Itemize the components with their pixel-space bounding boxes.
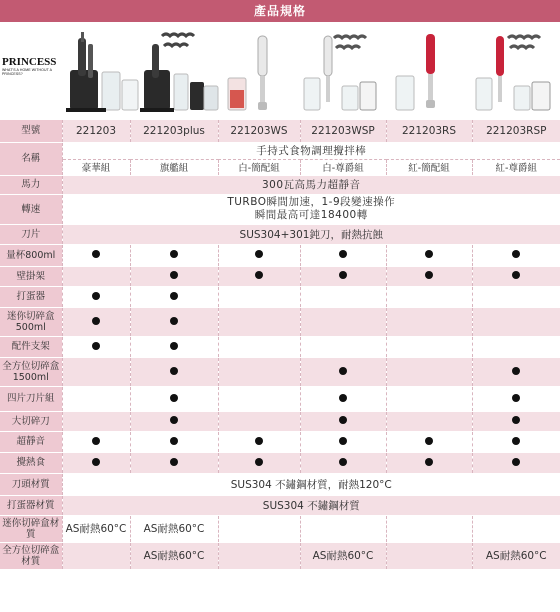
feature-included-cell xyxy=(130,431,218,452)
feature-included-cell xyxy=(472,411,560,431)
included-dot-icon xyxy=(92,458,100,466)
feature-included-cell xyxy=(300,244,386,266)
label-stand: 配件支架 xyxy=(0,336,62,357)
feature-empty-cell xyxy=(472,336,560,357)
row-wall-rack xyxy=(0,266,560,286)
included-dot-icon xyxy=(339,458,347,466)
feature-included-cell xyxy=(386,431,472,452)
material-empty-cell xyxy=(386,542,472,569)
included-dot-icon xyxy=(92,317,100,325)
feature-included-cell xyxy=(386,244,472,266)
feature-included-cell xyxy=(130,357,218,386)
feature-empty-cell xyxy=(218,357,300,386)
row-full-chopper xyxy=(0,357,560,386)
feature-included-cell xyxy=(130,244,218,266)
set-name-cell: 白-尊爵組 xyxy=(300,159,386,175)
feature-included-cell xyxy=(62,307,130,336)
material-heat-cell: AS耐熱60°C xyxy=(300,542,386,569)
row-name xyxy=(0,142,560,159)
row-blade xyxy=(0,224,560,244)
feature-included-cell xyxy=(62,452,130,473)
label-mixing: 攪熱食 xyxy=(0,452,62,473)
included-dot-icon xyxy=(170,342,178,350)
label-full-chopper: 全方位切碎盒1500ml xyxy=(0,357,62,386)
included-dot-icon xyxy=(255,458,263,466)
row-mini-chopper-material xyxy=(0,515,560,542)
brand-tagline: WHAT'S A HOME WITHOUT A PRINCESS? xyxy=(2,68,52,76)
label-whisk: 打蛋器 xyxy=(0,286,62,307)
included-dot-icon xyxy=(512,367,520,375)
row-quiet xyxy=(0,431,560,452)
label-whisk-material: 打蛋器材質 xyxy=(0,495,62,515)
label-blade: 刀片 xyxy=(0,224,62,244)
included-dot-icon xyxy=(339,416,347,424)
material-empty-cell xyxy=(386,515,472,542)
feature-empty-cell xyxy=(218,411,300,431)
feature-included-cell xyxy=(300,386,386,411)
model-cell: 221203WS xyxy=(218,120,300,142)
feature-included-cell xyxy=(62,244,130,266)
feature-included-cell xyxy=(62,336,130,357)
product-name: 手持式食物調理攪拌棒 xyxy=(62,142,560,159)
included-dot-icon xyxy=(255,250,263,258)
feature-empty-cell xyxy=(62,266,130,286)
brand-logo-mark: PRINCESS xyxy=(2,56,57,68)
feature-included-cell xyxy=(472,266,560,286)
material-empty-cell xyxy=(472,515,560,542)
feature-empty-cell xyxy=(386,286,472,307)
feature-included-cell xyxy=(386,266,472,286)
model-cell: 221203RSP xyxy=(472,120,560,142)
included-dot-icon xyxy=(170,292,178,300)
feature-empty-cell xyxy=(62,386,130,411)
feature-empty-cell xyxy=(218,336,300,357)
included-dot-icon xyxy=(425,437,433,445)
set-name-cell: 白-簡配組 xyxy=(218,159,300,175)
model-cell: 221203WSP xyxy=(300,120,386,142)
included-dot-icon xyxy=(170,437,178,445)
set-name-cell: 豪華組 xyxy=(62,159,130,175)
included-dot-icon xyxy=(425,271,433,279)
feature-empty-cell xyxy=(300,286,386,307)
feature-included-cell xyxy=(62,431,130,452)
feature-included-cell xyxy=(130,411,218,431)
label-name: 名稱 xyxy=(0,142,62,175)
feature-included-cell xyxy=(130,286,218,307)
feature-empty-cell xyxy=(300,307,386,336)
feature-included-cell xyxy=(218,431,300,452)
feature-empty-cell xyxy=(386,307,472,336)
feature-empty-cell xyxy=(218,307,300,336)
feature-included-cell xyxy=(472,357,560,386)
feature-included-cell xyxy=(130,336,218,357)
feature-included-cell xyxy=(130,266,218,286)
feature-included-cell xyxy=(472,386,560,411)
label-blade-head-material: 刀頭材質 xyxy=(0,473,62,495)
speed-line-1: TURBO瞬間加速，1-9段變速操作 xyxy=(227,196,396,208)
feature-included-cell xyxy=(300,411,386,431)
feature-included-cell xyxy=(62,286,130,307)
product-image-221203WSP xyxy=(300,30,380,115)
feature-included-cell xyxy=(300,266,386,286)
feature-included-cell xyxy=(300,452,386,473)
included-dot-icon xyxy=(512,458,520,466)
product-image-221203WS xyxy=(222,30,302,115)
included-dot-icon xyxy=(425,458,433,466)
included-dot-icon xyxy=(425,250,433,258)
included-dot-icon xyxy=(512,437,520,445)
label-wall-rack: 壁掛架 xyxy=(0,266,62,286)
power-value: 300瓦高馬力超靜音 xyxy=(62,175,560,194)
feature-empty-cell xyxy=(218,286,300,307)
feature-included-cell xyxy=(218,452,300,473)
included-dot-icon xyxy=(339,367,347,375)
row-stand xyxy=(0,336,560,357)
feature-empty-cell xyxy=(218,386,300,411)
included-dot-icon xyxy=(92,250,100,258)
row-four-blade xyxy=(0,386,560,411)
product-image-221203RS xyxy=(388,30,468,115)
speed-value xyxy=(62,194,560,224)
feature-included-cell xyxy=(472,431,560,452)
included-dot-icon xyxy=(170,458,178,466)
label-full-chopper-material: 全方位切碎盒材質 xyxy=(0,542,62,569)
label-cup: 量杯800ml xyxy=(0,244,62,266)
blade-value: SUS304+301鈍刀，耐熱抗蝕 xyxy=(62,224,560,244)
material-empty-cell xyxy=(218,542,300,569)
included-dot-icon xyxy=(92,437,100,445)
row-whisk-material xyxy=(0,495,560,515)
row-mixing xyxy=(0,452,560,473)
label-power: 馬力 xyxy=(0,175,62,194)
material-heat-cell: AS耐熱60°C xyxy=(62,515,130,542)
row-model xyxy=(0,120,560,142)
feature-empty-cell xyxy=(62,411,130,431)
feature-empty-cell xyxy=(386,411,472,431)
feature-included-cell xyxy=(218,266,300,286)
row-big-blade xyxy=(0,411,560,431)
label-big-blade: 大切碎刀 xyxy=(0,411,62,431)
row-name-sets xyxy=(0,159,560,175)
material-heat-cell: AS耐熱60°C xyxy=(130,515,218,542)
material-empty-cell xyxy=(62,542,130,569)
row-cup xyxy=(0,244,560,266)
label-model: 型號 xyxy=(0,120,62,142)
included-dot-icon xyxy=(170,317,178,325)
row-speed xyxy=(0,194,560,224)
brand-logo xyxy=(2,56,60,76)
included-dot-icon xyxy=(170,271,178,279)
spec-title: 產品規格 xyxy=(0,0,560,22)
feature-empty-cell xyxy=(386,386,472,411)
set-name-cell: 旗艦組 xyxy=(130,159,218,175)
row-whisk xyxy=(0,286,560,307)
included-dot-icon xyxy=(339,394,347,402)
material-heat-cell: AS耐熱60°C xyxy=(472,542,560,569)
feature-included-cell xyxy=(130,452,218,473)
feature-empty-cell xyxy=(62,357,130,386)
feature-empty-cell xyxy=(472,286,560,307)
row-blade-head-material xyxy=(0,473,560,495)
label-speed: 轉速 xyxy=(0,194,62,224)
included-dot-icon xyxy=(170,394,178,402)
blade-head-material-value: SUS304 不鏽鋼材質，耐熱120°C xyxy=(62,473,560,495)
included-dot-icon xyxy=(255,271,263,279)
feature-included-cell xyxy=(300,357,386,386)
included-dot-icon xyxy=(339,250,347,258)
model-cell: 221203plus xyxy=(130,120,218,142)
feature-included-cell xyxy=(386,452,472,473)
included-dot-icon xyxy=(512,271,520,279)
model-cell: 221203RS xyxy=(386,120,472,142)
material-empty-cell xyxy=(300,515,386,542)
speed-line-2: 瞬間最高可達18400轉 xyxy=(254,209,368,221)
row-mini-chopper xyxy=(0,307,560,336)
feature-included-cell xyxy=(218,244,300,266)
spec-table xyxy=(0,120,560,570)
feature-included-cell xyxy=(300,431,386,452)
feature-included-cell xyxy=(130,307,218,336)
included-dot-icon xyxy=(92,342,100,350)
product-image-221203RSP xyxy=(474,30,554,115)
label-quiet: 超靜音 xyxy=(0,431,62,452)
label-four-blade: 四片刀片組 xyxy=(0,386,62,411)
row-power xyxy=(0,175,560,194)
feature-empty-cell xyxy=(472,307,560,336)
feature-empty-cell xyxy=(386,336,472,357)
included-dot-icon xyxy=(512,394,520,402)
included-dot-icon xyxy=(255,437,263,445)
included-dot-icon xyxy=(170,416,178,424)
included-dot-icon xyxy=(170,250,178,258)
material-heat-cell: AS耐熱60°C xyxy=(130,542,218,569)
product-image-221203 xyxy=(62,30,142,115)
whisk-material-value: SUS304 不鏽鋼材質 xyxy=(62,495,560,515)
row-full-chopper-material xyxy=(0,542,560,569)
set-name-cell: 紅-簡配組 xyxy=(386,159,472,175)
feature-empty-cell xyxy=(386,357,472,386)
material-empty-cell xyxy=(218,515,300,542)
product-images-row xyxy=(0,22,560,120)
included-dot-icon xyxy=(339,271,347,279)
included-dot-icon xyxy=(512,416,520,424)
set-name-cell: 紅-尊爵組 xyxy=(472,159,560,175)
feature-included-cell xyxy=(472,244,560,266)
included-dot-icon xyxy=(512,250,520,258)
included-dot-icon xyxy=(339,437,347,445)
feature-empty-cell xyxy=(300,336,386,357)
feature-included-cell xyxy=(130,386,218,411)
included-dot-icon xyxy=(170,367,178,375)
included-dot-icon xyxy=(92,292,100,300)
product-image-221203plus xyxy=(140,30,220,115)
label-mini-chopper: 迷你切碎盒500ml xyxy=(0,307,62,336)
label-mini-chopper-material: 迷你切碎盒材質 xyxy=(0,515,62,542)
feature-included-cell xyxy=(472,452,560,473)
model-cell: 221203 xyxy=(62,120,130,142)
